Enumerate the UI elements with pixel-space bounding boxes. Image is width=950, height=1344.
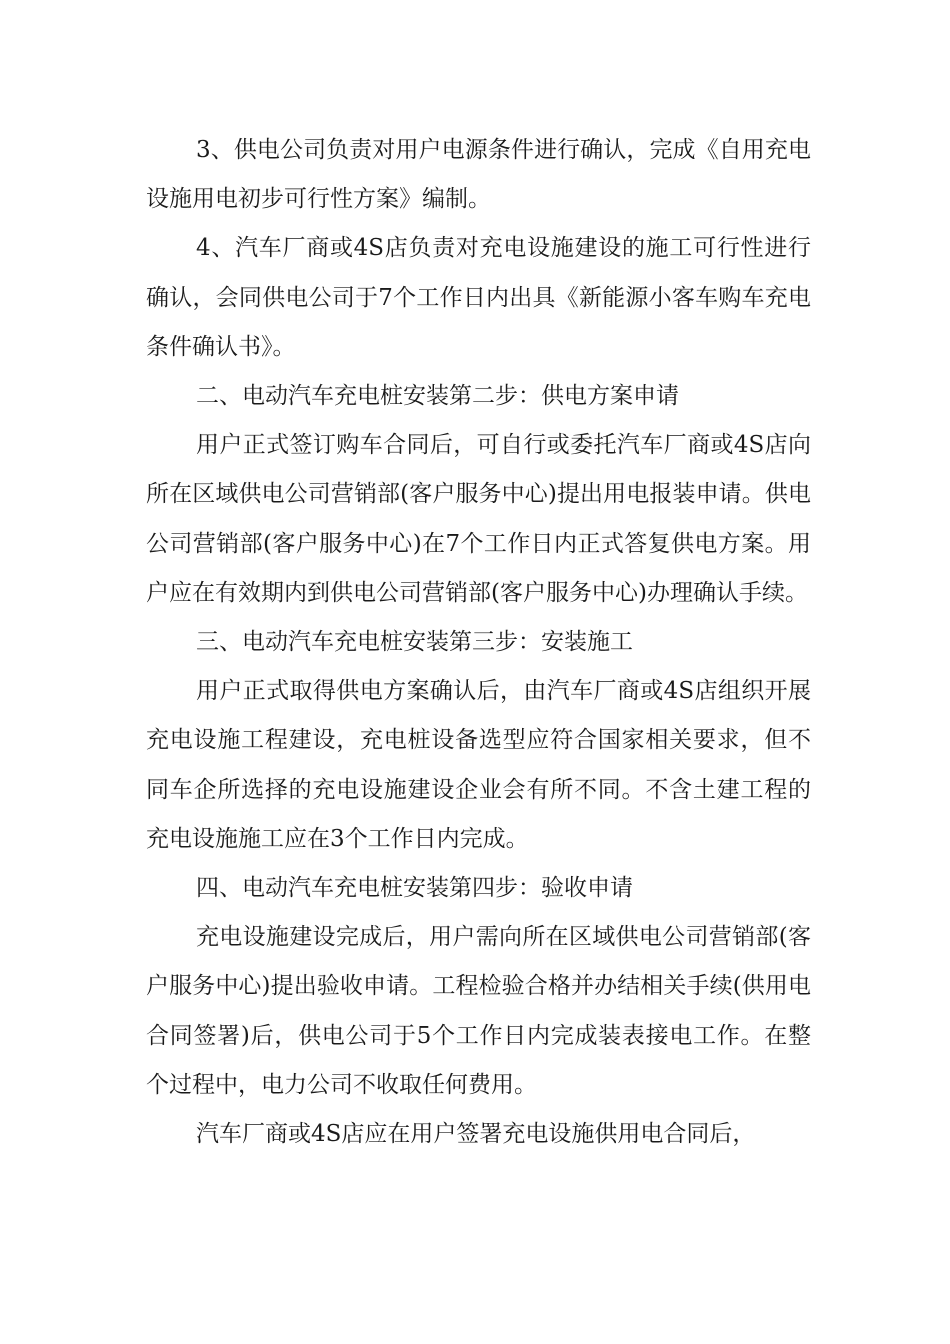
section-heading-step-4: 四、电动汽车充电桩安装第四步：验收申请 bbox=[196, 875, 633, 902]
paragraph-item-3: 3、供电公司负责对用户电源条件进行确认，完成《自用充电设施用电初步可行性方案》编制。 bbox=[146, 137, 811, 213]
paragraph-step-2-body: 用户正式签订购车合同后，可自行或委托汽车厂商或4S店向所在区域供电公司营销部(客户服务中心)提出用电报装申请。供电公司营销部(客户服务中心)在7个工作日内正式答复供电方案。用户应在有效期内到供电公司营销部(客户服务中心)办理确认手续。 bbox=[146, 432, 811, 606]
paragraph-step-4-body: 充电设施建设完成后，用户需向所在区域供电公司营销部(客户服务中心)提出验收申请。工程检验合格并办结相关手续(供用电合同签署)后，供电公司于5个工作日内完成装表接电工作。在整个过程中，电力公司不收取任何费用。 bbox=[146, 924, 811, 1098]
section-heading-step-2: 二、电动汽车充电桩安装第二步：供电方案申请 bbox=[196, 383, 679, 410]
section-heading-step-3: 三、电动汽车充电桩安装第三步：安装施工 bbox=[196, 629, 633, 656]
document-body bbox=[146, 126, 811, 1159]
paragraph-item-4: 4、汽车厂商或4S店负责对充电设施建设的施工可行性进行确认，会同供电公司于7个工作日内出具《新能源小客车购车充电条件确认书》。 bbox=[146, 235, 811, 360]
paragraph-continuation: 汽车厂商或4S店应在用户签署充电设施供用电合同后， bbox=[196, 1121, 756, 1148]
paragraph-step-3-body: 用户正式取得供电方案确认后，由汽车厂商或4S店组织开展充电设施工程建设，充电桩设备选型应符合国家相关要求，但不同车企所选择的充电设施建设企业会有所不同。不含土建工程的充电设施施工应在3个工作日内完成。 bbox=[146, 678, 811, 852]
